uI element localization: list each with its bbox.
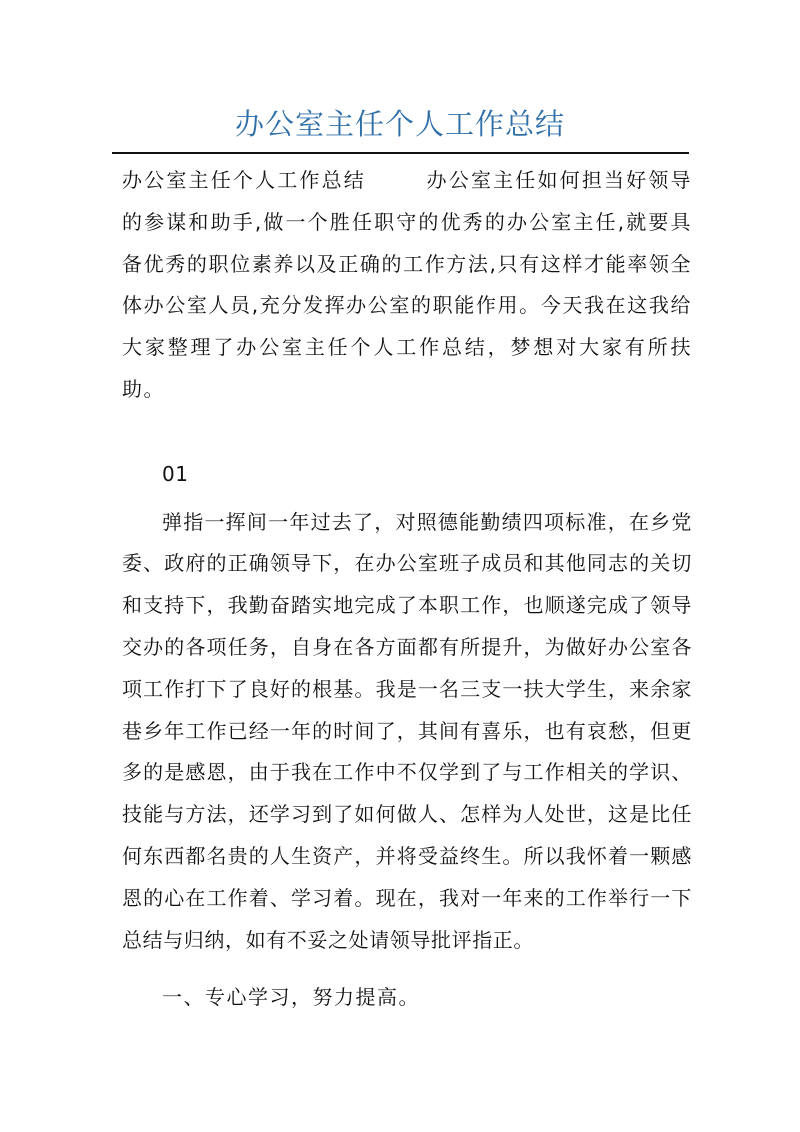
paragraph-gap bbox=[122, 411, 692, 454]
section-subheading: 一、专心学习，努力提高。 bbox=[162, 985, 420, 1010]
intro-paragraph bbox=[122, 160, 692, 411]
document-title: 办公室主任个人工作总结 bbox=[234, 107, 565, 141]
intro-lead: 办公室主任个人工作总结 bbox=[122, 168, 366, 192]
intro-text: 办公室主任如何担当好领导的参谋和助手,做一个胜任职守的优秀的办公室主任,就要具备优秀的职位素养以及正确的工作方法,只有这样才能率领全体办公室人员,充分发挥办公室的职能作用。今天我在这我给大家整理了办公室主任个人工作总结，梦想对大家有所扶助。 bbox=[122, 168, 693, 401]
title-underline bbox=[112, 152, 689, 154]
section-number: 01 bbox=[162, 461, 189, 486]
body-paragraph: 弹指一挥间一年过去了，对照德能勤绩四项标准，在乡党委、政府的正确领导下，在办公室班子成员和其他同志的关切和支持下，我勤奋踏实地完成了本职工作，也顺遂完成了领导交办的各项任务，自身在各方面都有所提升，为做好办公室各项工作打下了良好的根基。我是一名三支一扶大学生，来余家巷乡年工作已经一年的时间了，其间有喜乐，也有哀愁，但更多的是感恩，由于我在工作中不仅学到了与工作相关的学识、技能与方法，还学习到了如何做人、怎样为人处世，这是比任何东西都名贵的人生资产，并将受益终生。所以我怀着一颗感恩的心在工作着、学习着。现在，我对一年来的工作举行一下总结与归纳，如有不妥之处请领导批评指正。 bbox=[122, 509, 692, 952]
document-body bbox=[122, 160, 692, 1019]
